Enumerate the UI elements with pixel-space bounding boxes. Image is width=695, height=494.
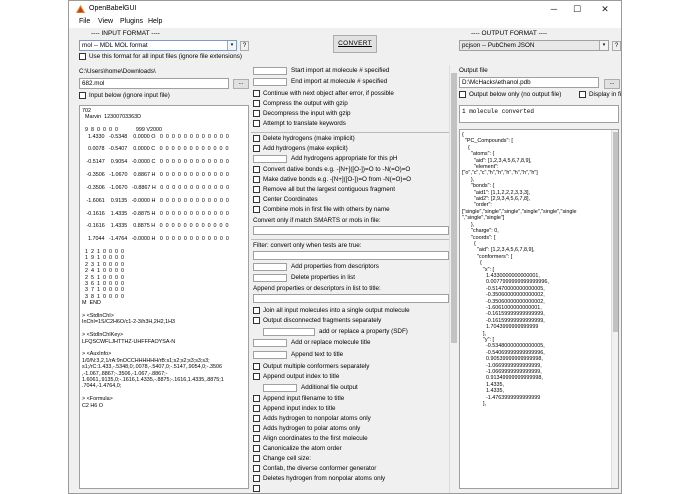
input-below-checkbox[interactable] bbox=[79, 92, 170, 99]
title-field[interactable] bbox=[253, 339, 287, 347]
status-area bbox=[459, 105, 619, 123]
ph-field[interactable] bbox=[253, 155, 287, 163]
chevron-down-icon: ▾ bbox=[599, 41, 608, 50]
option-checkbox[interactable] bbox=[253, 435, 368, 442]
close-button[interactable]: ✕ bbox=[601, 4, 609, 14]
end-import-field[interactable] bbox=[253, 78, 287, 86]
option-label: Remove all but the largest contiguous fragment bbox=[263, 186, 395, 193]
option-checkbox[interactable] bbox=[253, 176, 411, 183]
additional-output-label: Additional file output bbox=[301, 384, 358, 391]
add-h-ph-label: Add hydrogens appropriate for this pH bbox=[291, 155, 398, 162]
status-text: 1 molecule converted bbox=[462, 108, 535, 115]
option-label: Adds hydrogen to polar atoms only bbox=[263, 425, 361, 432]
option-checkbox[interactable] bbox=[253, 455, 311, 462]
output-file-field[interactable]: D:\McHacks\ethanol.pdb bbox=[459, 77, 599, 88]
convert-button[interactable]: CONVERT bbox=[333, 35, 377, 53]
start-import-field[interactable] bbox=[253, 67, 287, 75]
checkbox-box[interactable] bbox=[253, 120, 260, 127]
checkbox-box[interactable] bbox=[253, 100, 260, 107]
desktop-background bbox=[622, 0, 695, 494]
option-label: Output multiple conformers separately bbox=[263, 363, 370, 370]
option-checkbox[interactable] bbox=[253, 206, 390, 213]
property-field[interactable] bbox=[263, 328, 315, 336]
output-browse-button[interactable]: ... bbox=[604, 79, 620, 89]
minimize-button[interactable]: ─ bbox=[550, 4, 558, 14]
option-checkbox[interactable] bbox=[253, 485, 263, 492]
delete-props-label: Delete properties in list bbox=[291, 274, 356, 281]
checkbox-box[interactable] bbox=[253, 110, 260, 117]
display-in-firefox-checkbox[interactable] bbox=[579, 91, 621, 98]
output-below-checkbox[interactable] bbox=[459, 91, 561, 98]
menu-file[interactable]: File bbox=[79, 18, 91, 25]
checkbox-box[interactable] bbox=[253, 405, 260, 412]
options-scrollbar[interactable] bbox=[449, 65, 457, 493]
checkbox-box[interactable] bbox=[253, 363, 260, 370]
option-label: Align coordinates to the first molecule bbox=[263, 435, 368, 442]
input-format-help-button[interactable]: ? bbox=[240, 41, 249, 51]
option-label: Decompress the input with gzip bbox=[263, 110, 351, 117]
checkbox-box[interactable] bbox=[253, 196, 260, 203]
option-checkbox[interactable] bbox=[253, 307, 410, 314]
chevron-down-icon: ▾ bbox=[227, 41, 236, 50]
delete-props-field[interactable] bbox=[253, 274, 287, 282]
scrollbar-thumb[interactable] bbox=[613, 132, 618, 332]
option-checkbox[interactable] bbox=[253, 405, 335, 412]
add-replace-prop-label: add or replace a property (SDF) bbox=[319, 328, 408, 335]
window-title: OpenBabelGUI bbox=[89, 5, 137, 12]
options-panel bbox=[251, 65, 455, 493]
filter-field[interactable] bbox=[253, 251, 449, 260]
openbabel-window bbox=[68, 0, 622, 494]
menu-view[interactable]: View bbox=[98, 18, 114, 25]
option-label: Append output index to title bbox=[263, 373, 340, 380]
use-format-for-all-checkbox[interactable] bbox=[79, 53, 242, 60]
checkbox-box[interactable] bbox=[253, 206, 260, 213]
option-checkbox[interactable] bbox=[253, 120, 346, 127]
input-text-area[interactable] bbox=[79, 105, 249, 489]
option-checkbox[interactable] bbox=[253, 317, 381, 324]
checkbox-box[interactable] bbox=[579, 91, 586, 98]
input-browse-button[interactable]: ... bbox=[233, 79, 249, 89]
option-label: Change cell size: bbox=[263, 455, 311, 462]
option-checkbox[interactable] bbox=[253, 425, 360, 432]
option-checkbox[interactable] bbox=[253, 110, 351, 117]
checkbox-box[interactable] bbox=[253, 186, 260, 193]
option-label: Continue with next object after error, if possible bbox=[263, 90, 394, 97]
option-label: Deletes hydrogen from nonpolar atoms only bbox=[263, 475, 386, 482]
checkbox-box[interactable] bbox=[253, 317, 260, 324]
checkbox-box[interactable] bbox=[253, 166, 260, 173]
option-label: Output disconnected fragments separately bbox=[263, 317, 382, 324]
option-label: Adds hydrogen to nonpolar atoms only bbox=[263, 415, 371, 422]
checkbox-box[interactable] bbox=[253, 425, 260, 432]
output-format-select[interactable] bbox=[459, 40, 609, 51]
display-label: Display in fi bbox=[589, 91, 622, 98]
option-label: Canonicalize the atom order bbox=[263, 445, 342, 452]
output-text-area[interactable] bbox=[459, 129, 619, 489]
option-checkbox[interactable] bbox=[253, 363, 369, 370]
divider bbox=[251, 239, 451, 240]
option-checkbox[interactable] bbox=[253, 166, 410, 173]
option-label: Convert dative bonds e.g. -[N+]([O-])=O to -N(=O)=O bbox=[263, 166, 411, 173]
add-props-label: Add properties from descriptors bbox=[291, 263, 379, 270]
add-props-field[interactable] bbox=[253, 263, 287, 271]
checkbox-box[interactable] bbox=[253, 90, 260, 97]
checkbox-box[interactable] bbox=[253, 465, 260, 472]
option-label: Confab, the diverse conformer generator bbox=[263, 465, 377, 472]
output-format-value: pcjson -- PubChem JSON bbox=[462, 42, 535, 49]
checkbox-box[interactable] bbox=[253, 307, 260, 314]
option-checkbox[interactable] bbox=[253, 145, 348, 152]
append-props-label: Append properties or descriptors in list to title: bbox=[253, 285, 381, 292]
smarts-field[interactable] bbox=[253, 226, 449, 235]
append-text-label: Append text to title bbox=[291, 351, 344, 358]
output-format-header: ---- OUTPUT FORMAT ---- bbox=[471, 30, 548, 37]
output-scrollbar[interactable] bbox=[611, 130, 618, 488]
maximize-button[interactable]: ☐ bbox=[572, 4, 582, 14]
option-label: Delete hydrogens (make implicit) bbox=[263, 135, 355, 142]
input-format-header: ---- INPUT FORMAT ---- bbox=[91, 30, 160, 37]
option-checkbox[interactable] bbox=[253, 196, 318, 203]
option-label: Compress the output with gzip bbox=[263, 100, 348, 107]
scrollbar-thumb[interactable] bbox=[451, 73, 457, 343]
checkbox-box[interactable] bbox=[253, 435, 260, 442]
menu-bar bbox=[69, 17, 622, 28]
checkbox-box[interactable] bbox=[253, 395, 260, 402]
additional-output-field[interactable] bbox=[263, 384, 297, 392]
output-text-content: { "PC_Compounds": [ { "atoms": { "aid": [1,2,3,4,5,6,7,8,9], "element": ["o","c","c","h","h","h","h","h","h"] }, "bonds": { "aid1": [1,1,2,2,2,3,3,3], "aid2": [2,9,3,4,5,6,7,8], "order": ["single","single","single","single","single","single ","single","single"] }, "charge": 0, "coords": [ { "aid": [1,2,3,4,5,6,7,8,9], "conformers": [ { "x": [ 1.4330000000000001, 0.0077999999999999996, -0.51470000000000005, -0.35060000000000002, -0.35060000000000002, -1.6061000000000001, -0.16159999999999999, -0.16159999999999999, 1.7043999999999999 ], "y": [ -0.53480000000000005, -0.54069999999999996, 0.90539999999999998, -1.0669999999999999, -1.0669999999999999, 0.91349999999999998, 1.4335, 1.4335, -1.4763999999999999 ], bbox=[462, 132, 577, 408]
filter-label: Filter: convert only when tests are true: bbox=[253, 242, 362, 249]
start-import-label: Start import at molecule # specified bbox=[291, 67, 390, 74]
option-checkbox[interactable] bbox=[253, 373, 339, 380]
input-format-value: mol -- MDL MOL format bbox=[82, 42, 148, 49]
option-label: Join all input molecules into a single output molecule bbox=[263, 307, 410, 314]
option-checkbox[interactable] bbox=[253, 445, 342, 452]
option-checkbox[interactable] bbox=[253, 100, 348, 107]
option-checkbox[interactable] bbox=[253, 395, 344, 402]
input-below-label: Input below (ignore input file) bbox=[89, 92, 170, 99]
input-path: C:\Users\home\Downloads\ bbox=[79, 68, 156, 75]
divider bbox=[251, 132, 451, 133]
checkbox-box[interactable] bbox=[79, 53, 86, 60]
checkbox-box[interactable] bbox=[253, 135, 260, 142]
checkbox-box[interactable] bbox=[253, 145, 260, 152]
title-bar[interactable] bbox=[69, 1, 622, 17]
checkbox-box[interactable] bbox=[253, 475, 260, 482]
checkbox-box[interactable] bbox=[253, 415, 260, 422]
option-checkbox[interactable] bbox=[253, 186, 395, 193]
menu-plugins[interactable]: Plugins bbox=[120, 18, 143, 25]
option-label: Append input filename to title bbox=[263, 395, 345, 402]
option-label: Make dative bonds e.g. -[N+]([O-])=O from -N(=O)=O bbox=[263, 176, 412, 183]
checkbox-box[interactable] bbox=[253, 455, 260, 462]
option-label: Attempt to translate keywords bbox=[263, 120, 346, 127]
option-checkbox[interactable] bbox=[253, 465, 376, 472]
option-checkbox[interactable] bbox=[253, 475, 385, 482]
checkbox-box[interactable] bbox=[253, 373, 260, 380]
smarts-label: Convert only if match SMARTS or mols in file: bbox=[253, 217, 381, 224]
checkbox-box[interactable] bbox=[79, 92, 86, 99]
option-label: Add hydrogens (make explicit) bbox=[263, 145, 348, 152]
checkbox-box[interactable] bbox=[253, 445, 260, 452]
input-format-select[interactable] bbox=[79, 40, 237, 51]
use-format-for-all-label: Use this format for all input files (ignore file extensions) bbox=[89, 53, 242, 60]
option-checkbox[interactable] bbox=[253, 415, 371, 422]
output-below-label: Output below only (no output file) bbox=[469, 91, 562, 98]
option-label: Append input index to title bbox=[263, 405, 336, 412]
output-format-help-button[interactable]: ? bbox=[612, 41, 621, 51]
option-label: Combine mols in first file with others by name bbox=[263, 206, 390, 213]
checkbox-box[interactable] bbox=[253, 485, 260, 492]
option-checkbox[interactable] bbox=[253, 90, 394, 97]
input-file-field[interactable]: 682.mol bbox=[79, 78, 229, 89]
checkbox-box[interactable] bbox=[459, 91, 466, 98]
input-text-content: 702 Marvin 12300703363D 9 8 0 0 0 0 999 V2000 1.4330 -0.5348 0.0000 O 0 0 0 0 0 0 0 0 0 0 0 0 0.0078 -0.5407 0.0000 C 0 0 0 0 0 0 0 0 0 0 0 0 -0.5147 0.9054 -0.0000 C 0 0 0 0 0 0 0 0 0 0 0 0 -0.3506 -1.0670 0.8867 H 0 0 0 0 0 0 0 0 0 0 0 0 -0.3506 -1.0670 -0.8867 H 0 0 0 0 0 0 0 0 0 0 0 0 -1.6061 0.9135 -0.0000 H 0 0 0 0 0 0 0 0 0 0 0 0 -0.1616 1.4335 -0.8875 H 0 0 0 0 0 0 0 0 0 0 0 0 -0.1616 1.4335 0.8875 H 0 0 0 0 0 0 0 0 0 0 0 0 1.7044 -1.4764 -0.0000 H 0 0 0 0 0 0 0 0 0 0 0 0 1 2 1 0 0 0 0 1 9 1 0 0 0 0 2 3 1 0 0 0 0 2 4 1 0 0 0 0 2 5 1 0 0 0 0 3 6 1 0 0 0 0 3 7 1 0 0 0 0 3 8 1 0 0 0 0 M END > <StdInChI> InChI=1S/C2H6O/c1-2-3/h3H,2H2,1H3 > <StdInChIKey> LFQSCWFLJHTTHZ-UHFFFAOYSA-N > <AuxInfo> 1/0/N:3,2,1/rA:9nOCCHHHHHH/rB:s1;s2;s2;s3;s3;s3; s1;/rC:1.433,-.5348,0;.0078,-.5407,0;-.5147,.9054,0;-.3506 ,-1.067,.8867;-.3506,-1.067,-.8867;- 1.6061,.9135,0;-.1616,1.4335,-.8875;-.1616,1.4335,.8875;1 .7044,-1.4764,0; > <Formula> C2 H6 O bbox=[82, 108, 230, 409]
append-props-field[interactable] bbox=[253, 294, 449, 303]
option-checkbox[interactable] bbox=[253, 135, 355, 142]
checkbox-box[interactable] bbox=[253, 176, 260, 183]
output-file-label: Output file bbox=[459, 67, 488, 74]
menu-help[interactable]: Help bbox=[148, 18, 163, 25]
openbabel-app-icon bbox=[76, 5, 85, 13]
append-text-field[interactable] bbox=[253, 351, 287, 359]
option-label: Center Coordinates bbox=[263, 196, 318, 203]
add-replace-title-label: Add or replace molecule title bbox=[291, 339, 371, 346]
end-import-label: End import at molecule # specified bbox=[291, 78, 388, 85]
